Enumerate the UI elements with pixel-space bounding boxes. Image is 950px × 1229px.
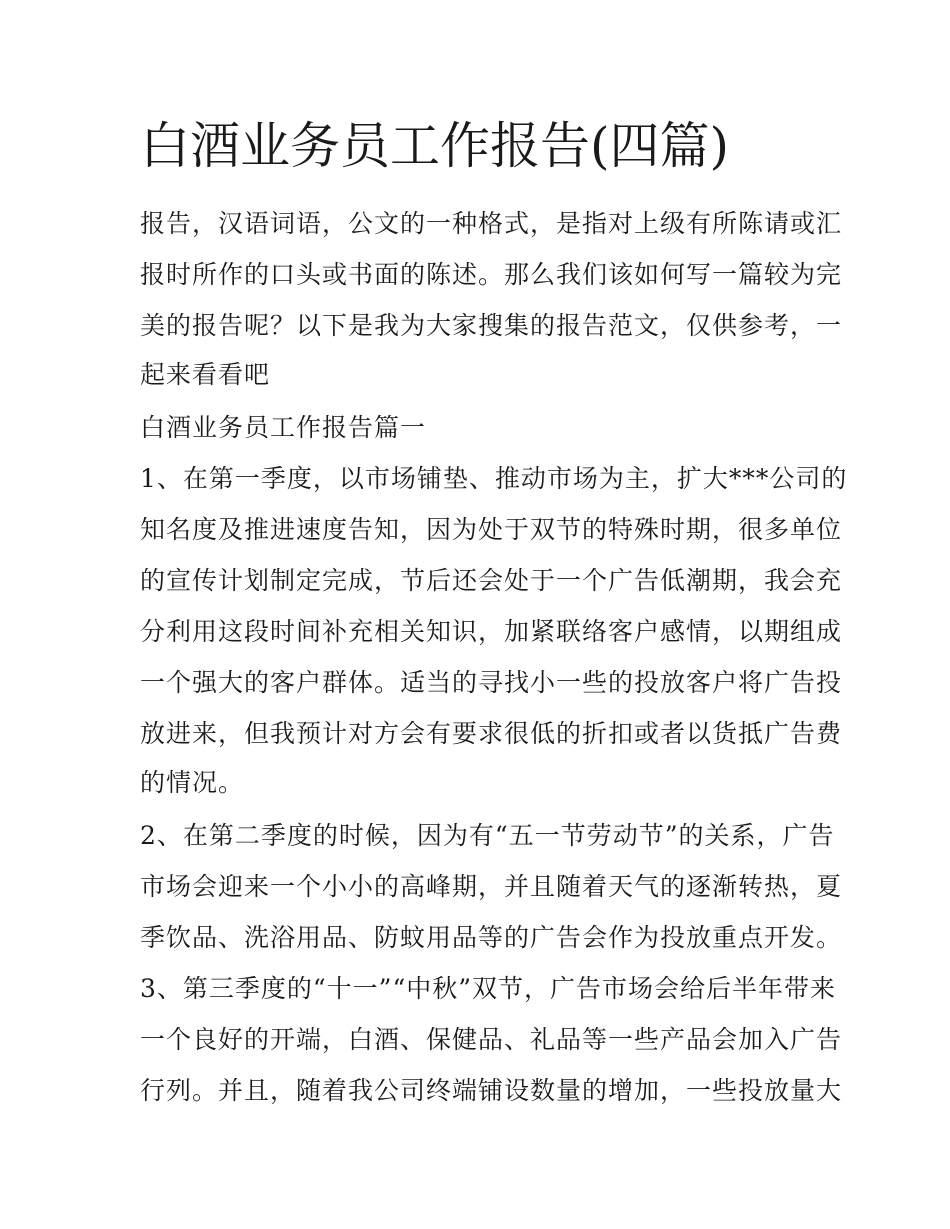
paragraph-1-line-7: 的情况。 (140, 768, 245, 797)
paragraph-3-line-3: 行列。并且，随着我公司终端铺设数量的增加，一些投放量大 (140, 1076, 843, 1105)
intro-line-2: 报时所作的口头或书面的陈述。那么我们该如何写一篇较为完 (140, 260, 843, 289)
document-title: 白酒业务员工作报告(四篇) (140, 117, 730, 175)
paragraph-1-line-2: 知名度及推进速度告知，因为处于双节的特殊时期，很多单位 (140, 515, 843, 544)
paragraph-1-line-6: 放进来，但我预计对方会有要求很低的折扣或者以货抵广告费 (140, 719, 843, 748)
intro-line-4: 起来看看吧 (140, 360, 271, 389)
paragraph-2-line-1: 2、在第二季度的时候，因为有“五一节劳动节”的关系，广告 (140, 821, 835, 850)
paragraph-1-line-3: 的宣传计划制定完成，节后还会处于一个广告低潮期，我会充 (140, 566, 843, 595)
intro-line-1: 报告，汉语词语，公文的一种格式，是指对上级有所陈请或汇 (140, 209, 843, 238)
paragraph-1-line-1: 1、在第一季度，以市场铺垫、推动市场为主，扩大***公司的 (140, 464, 848, 493)
intro-line-3: 美的报告呢？以下是我为大家搜集的报告范文，仅供参考，一 (140, 311, 843, 340)
paragraph-3-line-2: 一个良好的开端，白酒、保健品、礼品等一些产品会加入广告 (140, 1025, 843, 1054)
section-heading: 白酒业务员工作报告篇一 (140, 413, 427, 442)
paragraph-1-line-5: 一个强大的客户群体。适当的寻找小一些的投放客户将广告投 (140, 668, 843, 697)
paragraph-2-line-3: 季饮品、洗浴用品、防蚊用品等的广告会作为投放重点开发。 (140, 923, 843, 952)
paragraph-2-line-2: 市场会迎来一个小小的高峰期，并且随着天气的逐渐转热，夏 (140, 872, 843, 901)
paragraph-1-line-4: 分利用这段时间补充相关知识，加紧联络客户感情，以期组成 (140, 617, 843, 646)
paragraph-3-line-1: 3、第三季度的“十一”“中秋”双节，广告市场会给后半年带来 (140, 974, 837, 1003)
